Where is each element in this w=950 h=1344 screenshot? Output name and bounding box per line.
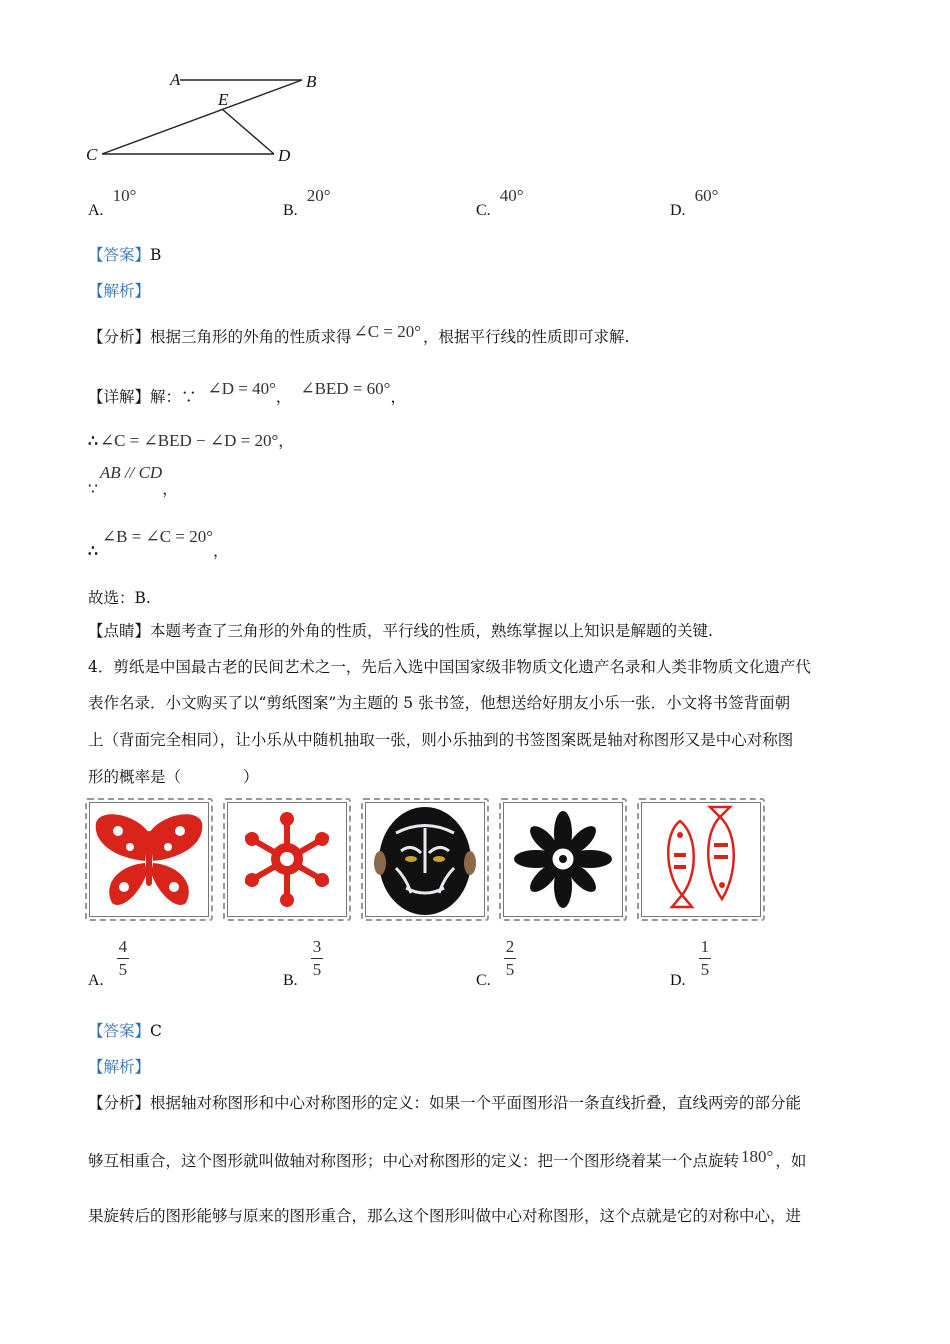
bookmark-snowflake xyxy=(227,802,347,917)
q3-option-c[interactable]: C. 40° xyxy=(476,186,524,219)
q4-analysis-tag: 【解析】 xyxy=(88,1058,151,1076)
q4-fenxi-2: 够互相重合，这个图形就叫做轴对称图形；中心对称图形的定义：把一个图形绕着某一个点旋转 180° ，如 xyxy=(88,1147,807,1170)
mandala-icon xyxy=(504,803,622,916)
q3-option-d[interactable]: D. 60° xyxy=(670,186,719,219)
q4-option-d[interactable]: D. $\frac{1}{5}$ xyxy=(670,937,710,989)
bookmark-fish xyxy=(641,802,761,917)
fish-icon xyxy=(642,803,760,916)
q3-option-b[interactable]: B. 20° xyxy=(283,186,331,219)
q3-step-1: ∴ ∠C = ∠BED − ∠D = 20°， xyxy=(88,431,294,450)
q4-answer-line: 【答案】C xyxy=(88,1022,162,1040)
point-label-a: A xyxy=(170,70,181,89)
q3-option-a[interactable]: A. 10° xyxy=(88,186,137,219)
butterfly-icon xyxy=(90,803,208,916)
snowflake-icon xyxy=(228,803,346,916)
q3-analysis-tag: 【解析】 xyxy=(88,282,151,300)
point-label-e: E xyxy=(218,90,229,109)
q3-fenxi-line: 【分析】根据三角形的外角的性质求得 ∠C = 20° ，根据平行线的性质即可求解. xyxy=(88,322,630,346)
q4-stem-4: 形的概率是（ ） xyxy=(88,768,259,786)
q3-choose: 故选：B. xyxy=(88,589,151,607)
q3-detail-line: 【详解】解：∵ ∠D = 40°， ∠BED = 60°， xyxy=(88,379,406,406)
q3-dianjing: 【点睛】本题考查了三角形的外角的性质，平行线的性质，熟练掌握以上知识是解题的关键. xyxy=(88,622,713,640)
q4-fenxi-1: 【分析】根据轴对称图形和中心对称图形的定义：如果一个平面图形沿一条直线折叠，直线两旁的部分能 xyxy=(88,1094,802,1112)
q4-option-a[interactable]: A. $\frac{4}{5}$ xyxy=(88,937,128,989)
q3-step-3: ∴∠B = ∠C = 20°， xyxy=(88,527,229,560)
point-label-c: C xyxy=(86,145,98,164)
q4-option-b[interactable]: B. $\frac{3}{5}$ xyxy=(283,937,322,989)
q4-stem-3: 上（背面完全相同），让小乐从中随机抽取一张，则小乐抽到的书签图案既是轴对称图形又是中心对称图 xyxy=(88,731,794,749)
bookmark-mandala xyxy=(503,802,623,917)
q3-answer-line: 【答案】B xyxy=(88,246,162,264)
q4-fenxi-3: 果旋转后的图形能够与原来的图形重合，那么这个图形叫做中心对称图形，这个点就是它的对称中心，进 xyxy=(88,1207,802,1225)
q4-stem-2: 表作名录．小文购买了以“剪纸图案”为主题的 5 张书签，他想送给好朋友小乐一张．小文将书签背面朝 xyxy=(88,694,791,712)
point-label-d: D xyxy=(278,146,291,165)
point-label-b: B xyxy=(306,72,317,91)
q3-step-2: ∵AB // CD， xyxy=(88,463,178,498)
geometry-figure xyxy=(80,62,340,172)
bookmark-butterfly xyxy=(89,802,209,917)
q4-option-c[interactable]: C. $\frac{2}{5}$ xyxy=(476,937,515,989)
q4-stem-1: 4．剪纸是中国最古老的民间艺术之一，先后入选中国国家级非物质文化遗产名录和人类非物质文化遗产代 xyxy=(88,658,811,676)
bookmark-opera-mask xyxy=(365,802,485,917)
opera-mask-icon xyxy=(366,803,484,916)
